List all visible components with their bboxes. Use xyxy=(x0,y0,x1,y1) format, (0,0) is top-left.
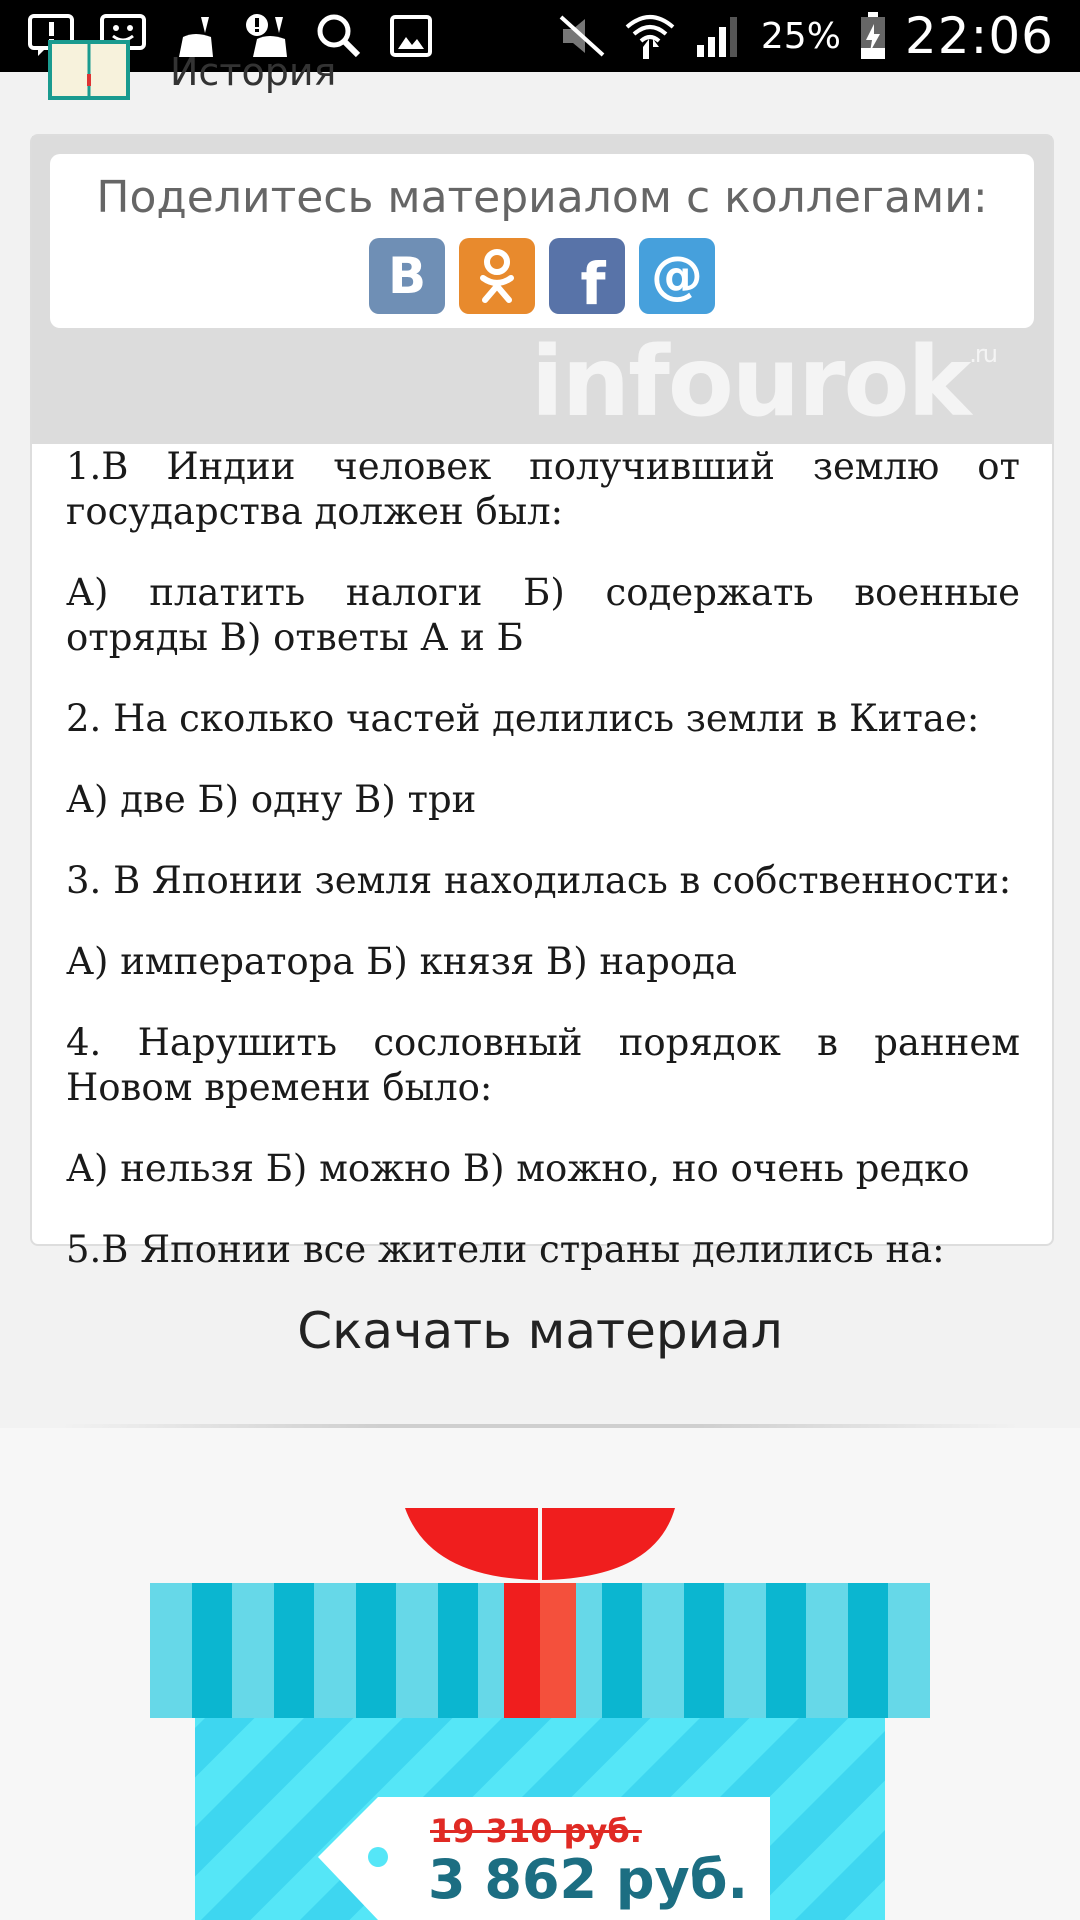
document-paragraph: А) две Б) одну В) три xyxy=(66,778,477,821)
share-buttons xyxy=(50,238,1034,318)
category-label: История xyxy=(170,50,337,94)
document-paragraph: 5.В Японии все жители страны делились на: xyxy=(66,1228,945,1271)
battery-icon xyxy=(859,12,887,60)
infourok-logo: infourok$^{.ru}$ xyxy=(530,326,996,438)
gallery-icon xyxy=(386,12,436,60)
document-paragraph: 4. Нарушить сословный порядок в раннем Новом времени было: xyxy=(66,1021,1020,1109)
document-paragraph: 2. На сколько частей делились земли в Китае: xyxy=(66,697,980,740)
document-paragraph: 3. В Японии земля находилась в собственности: xyxy=(66,859,1012,902)
odnoklassniki-icon xyxy=(475,248,519,304)
wifi-icon xyxy=(625,12,675,60)
mail-icon: @ xyxy=(651,246,703,306)
document-paragraph: А) платить налоги Б) содержать военные отряды В) ответы А и Б xyxy=(66,571,1020,659)
vk-icon: B xyxy=(387,247,427,305)
share-box xyxy=(50,154,1034,328)
share-vk-button[interactable] xyxy=(369,238,445,314)
old-price: 19 310 руб. xyxy=(430,1812,642,1850)
facebook-icon: f xyxy=(580,250,606,318)
new-price: 3 862 руб. xyxy=(428,1848,748,1911)
document-preview[interactable] xyxy=(32,444,1052,1271)
book-icon xyxy=(48,42,130,102)
material-card xyxy=(30,134,1054,1271)
status-bar-system xyxy=(557,7,1080,65)
clock: 22:06 xyxy=(904,7,1054,65)
document-paragraph: 1.В Индии человек получивший землю от государства должен был: xyxy=(66,445,1020,533)
share-panel xyxy=(32,136,1052,444)
share-title: Поделитесь материалом с коллегами: xyxy=(96,172,988,223)
status-bar xyxy=(0,0,1080,72)
category-header[interactable] xyxy=(0,50,1080,104)
signal-icon xyxy=(693,12,743,60)
share-mail-button[interactable] xyxy=(639,238,715,314)
battery-percent: 25% xyxy=(760,15,841,57)
share-odnoklassniki-button[interactable] xyxy=(459,238,535,314)
document-paragraph: А) императора Б) князя В) народа xyxy=(66,940,737,983)
download-material-button[interactable]: Скачать материал xyxy=(297,1302,783,1360)
mute-icon xyxy=(557,12,607,60)
document-paragraph: А) нельзя Б) можно В) можно, но очень редко xyxy=(66,1147,970,1190)
share-facebook-button[interactable] xyxy=(549,238,625,318)
